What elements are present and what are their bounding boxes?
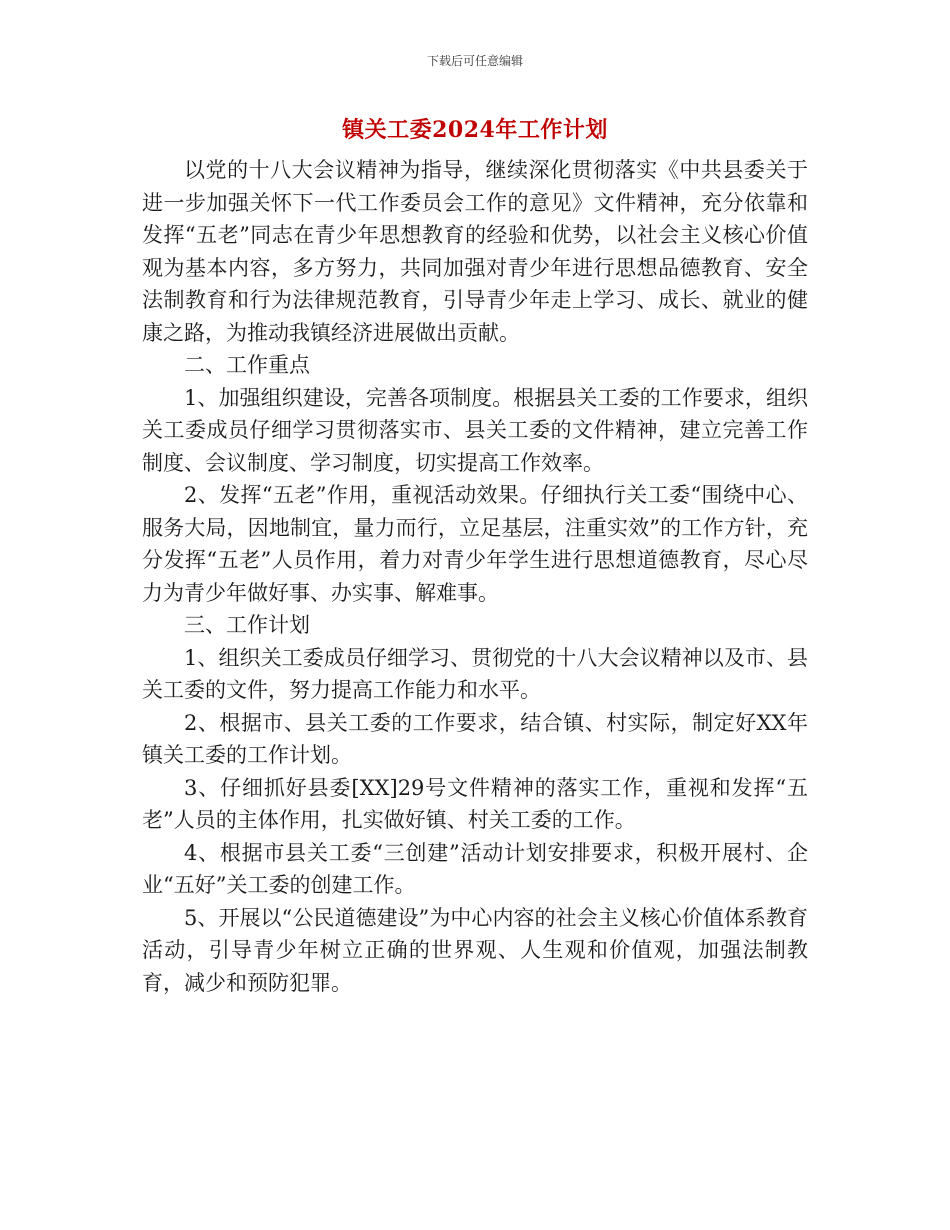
work-focus-item: 1、加强组织建设，完善各项制度。根据县关工委的工作要求，组织关工委成员仔细学习贯彻落实市、县关工委的文件精神，建立完善工作制度、会议制度、学习制度，切实提高工作效率。 bbox=[142, 385, 808, 475]
section-heading-work-plan: 三、工作计划 bbox=[184, 613, 310, 637]
work-focus-item: 2、发挥“五老”作用，重视活动效果。仔细执行关工委“围绕中心、服务大局，因地制宜，量力而行，立足基层，注重实效”的工作方针，充分发挥“五老”人员作用，着力对青少年学生进行思想道德教育，尽心尽力为青少年做好事、办实事、解难事。 bbox=[142, 483, 808, 605]
document-body bbox=[142, 154, 808, 999]
document-title: 镇关工委2024年工作计划 bbox=[342, 117, 608, 143]
work-plan-item: 1、组织关工委成员仔细学习、贯彻党的十八大会议精神以及市、县关工委的文件，努力提高工作能力和水平。 bbox=[142, 645, 808, 702]
work-plan-item: 3、仔细抓好县委[XX]29号文件精神的落实工作，重视和发挥“五老”人员的主体作用，扎实做好镇、村关工委的工作。 bbox=[142, 775, 808, 832]
work-plan-item: 4、根据市县关工委“三创建”活动计划安排要求，积极开展村、企业“五好”关工委的创建工作。 bbox=[142, 840, 808, 897]
page-header: 下载后可任意编辑 bbox=[426, 54, 523, 68]
work-plan-item: 5、开展以“公民道德建设”为中心内容的社会主义核心价值体系教育活动，引导青少年树立正确的世界观、人生观和价值观，加强法制教育，减少和预防犯罪。 bbox=[142, 905, 808, 995]
intro-paragraph: 以党的十八大会议精神为指导，继续深化贯彻落实《中共县委关于进一步加强关怀下一代工作委员会工作的意见》文件精神，充分依靠和发挥“五老”同志在青少年思想教育的经验和优势，以社会主义核心价值观为基本内容，多方努力，共同加强对青少年进行思想品德教育、安全法制教育和行为法律规范教育，引导青少年走上学习、成长、就业的健康之路，为推动我镇经济进展做出贡献。 bbox=[142, 158, 808, 345]
work-plan-item: 2、根据市、县关工委的工作要求，结合镇、村实际，制定好XX年镇关工委的工作计划。 bbox=[142, 710, 808, 767]
section-heading-work-focus: 二、工作重点 bbox=[184, 353, 310, 377]
